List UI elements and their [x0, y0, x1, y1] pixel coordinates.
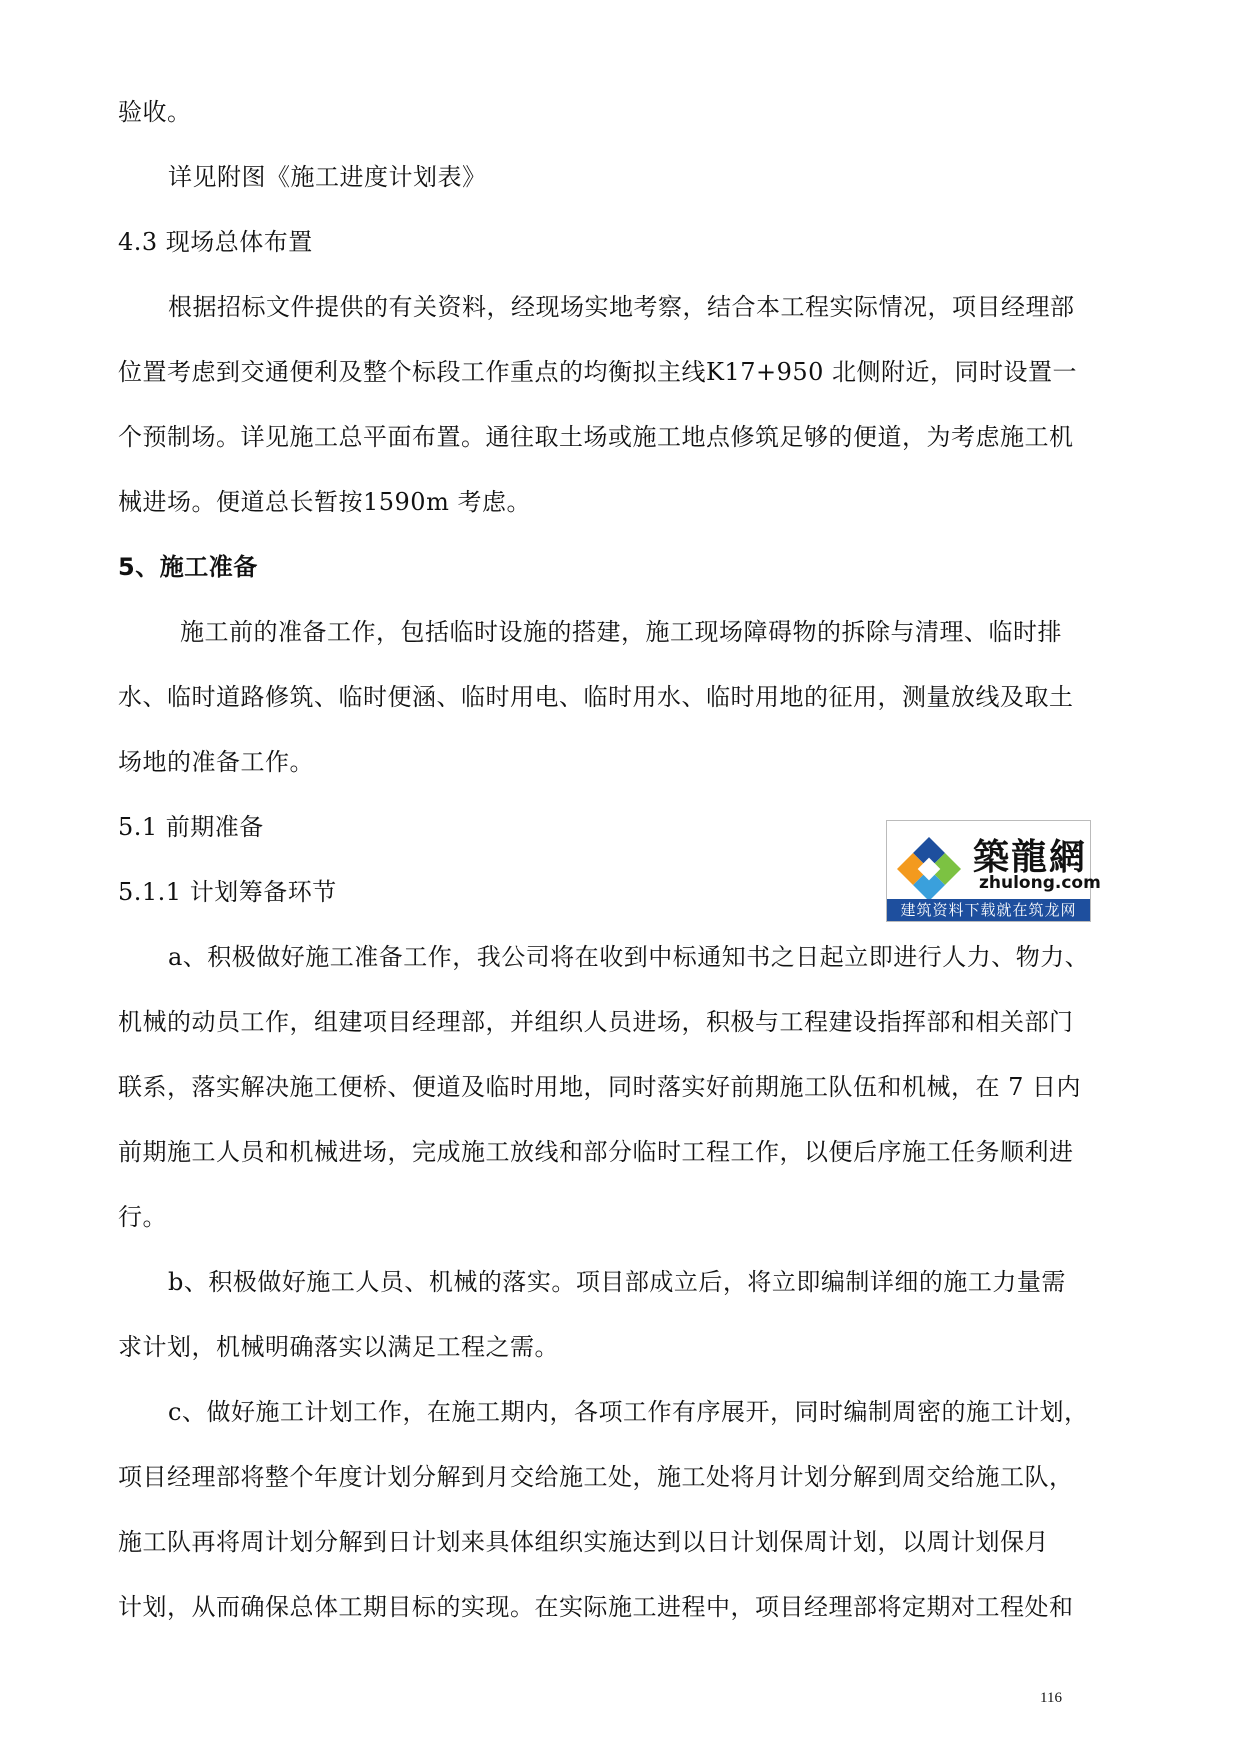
section-heading: 5.1.1 计划筹备环节 [118, 878, 337, 906]
text-line: 场地的准备工作。 [118, 748, 314, 776]
text-line: 项目经理部将整个年度计划分解到月交给施工处，施工处将月计划分解到周交给施工队， [118, 1463, 1074, 1491]
text-line: 前期施工人员和机械进场，完成施工放线和部分临时工程工作，以便后序施工任务顺利进 [118, 1138, 1074, 1166]
text-line: 根据招标文件提供的有关资料，经现场实地考察，结合本工程实际情况，项目经理部 [168, 293, 1075, 321]
text-line: 求计划，机械明确落实以满足工程之需。 [118, 1333, 559, 1361]
text-line: 计划，从而确保总体工期目标的实现。在实际施工进程中，项目经理部将定期对工程处和 [118, 1593, 1074, 1621]
section-heading: 4.3 现场总体布置 [118, 228, 313, 256]
text-line: 施工队再将周计划分解到日计划来具体组织实施达到以日计划保周计划，以周计划保月 [118, 1528, 1049, 1556]
text-line: 行。 [118, 1203, 167, 1231]
logo-banner: 建筑资料下载就在筑龙网 [887, 899, 1090, 921]
text-line: 位置考虑到交通便利及整个标段工作重点的均衡拟主线K17+950 北侧附近，同时设置一 [118, 358, 1078, 386]
zhulong-logo [886, 820, 1101, 922]
text-line: 个预制场。详见施工总平面布置。通往取土场或施工地点修筑足够的便道，为考虑施工机 [118, 423, 1074, 451]
logo-domain: zhulong.com [979, 873, 1101, 893]
text-line: 施工前的准备工作，包括临时设施的搭建，施工现场障碍物的拆除与清理、临时排 [180, 618, 1062, 646]
text-line: 验收。 [118, 98, 192, 126]
text-line: c、做好施工计划工作，在施工期内，各项工作有序展开，同时编制周密的施工计划， [168, 1398, 1089, 1426]
text-line: 械进场。便道总长暂按1590m 考虑。 [118, 488, 531, 516]
text-line: 详见附图《施工进度计划表》 [168, 163, 487, 191]
text-line: b、积极做好施工人员、机械的落实。项目部成立后，将立即编制详细的施工力量需 [168, 1268, 1066, 1296]
logo-title: 築龍網 [973, 836, 1088, 878]
section-heading: 5.1 前期准备 [118, 813, 264, 841]
text-line: a、积极做好施工准备工作，我公司将在收到中标通知书之日起立即进行人力、物力、 [168, 943, 1090, 971]
text-line: 联系，落实解决施工便桥、便道及临时用地，同时落实好前期施工队伍和机械，在 7 日内 [118, 1073, 1082, 1101]
text-line: 机械的动员工作，组建项目经理部，并组织人员进场，积极与工程建设指挥部和相关部门 [118, 1008, 1074, 1036]
text-line: 水、临时道路修筑、临时便涵、临时用电、临时用水、临时用地的征用，测量放线及取土 [118, 683, 1074, 711]
page-number: 116 [1040, 1690, 1062, 1706]
zhulong-logo-icon [893, 833, 965, 905]
section-heading: 5、施工准备 [118, 553, 258, 581]
